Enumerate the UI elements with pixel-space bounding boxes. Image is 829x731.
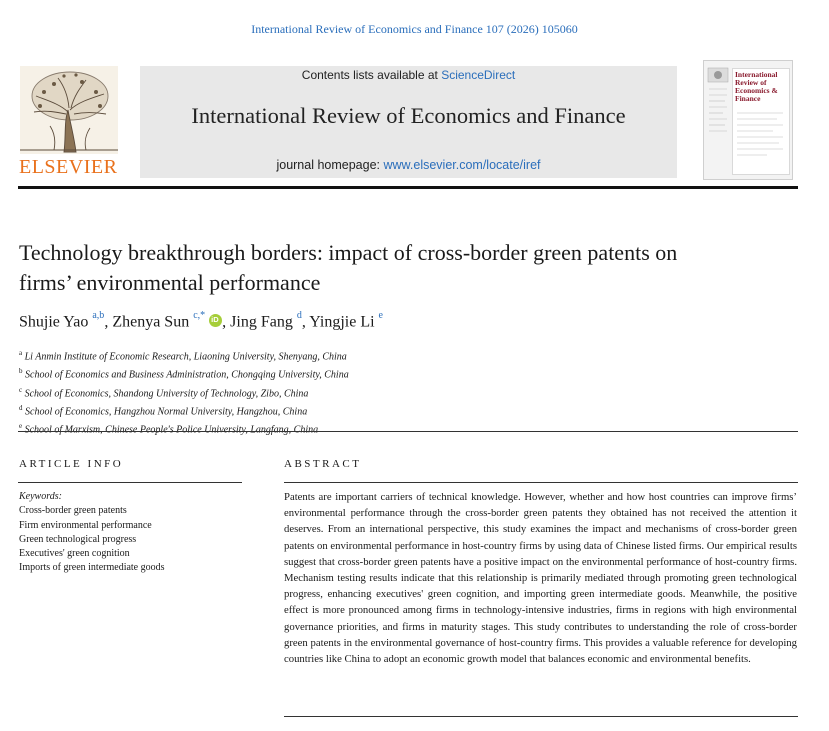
affiliation-text: School of Economics, Shandong University of Technology, Zibo, China: [24, 387, 309, 399]
keywords-block: [19, 490, 165, 576]
affiliation-item: [19, 401, 349, 419]
author-name[interactable]: Shujie Yao: [19, 313, 89, 331]
author-affiliation-mark[interactable]: a,b: [92, 310, 105, 321]
section-divider: [18, 431, 798, 432]
elsevier-wordmark[interactable]: ELSEVIER: [19, 156, 118, 178]
author-affiliation-mark[interactable]: d: [296, 310, 302, 321]
keyword-item[interactable]: Cross-border green patents: [19, 505, 127, 517]
abstract-text: Patents are important carriers of technical knowledge. However, whether and how host countries can improve firms’ environmental performance through the cross-border green patents they obtained has not received the attention it deserves. From an international perspective, this study examines the impact and mechanisms of cross-border green patents on environmental performance in host-country firms by using data of Chinese listed firms. Our empirical results suggest that cross-border green patents have a positive impact on the environmental performance of host-country firms. Mechanism testing results indicate that this relationship is primarily mediated through promoting green technological progress, enhancing executives' green cognition, and importing green intermediate goods. Meanwhile, the positive effect is more pronounced among firms in technology-intensive industries, firms in regions with high environmental governance priorities, and firms in maturity stages. This study contributes to understanding the role of cross-border green patents in the environmental governance of host-country firms. This provides a valuable reference for developing countries like China to adopt an economic growth model that balances economic and environmental benefits.: [284, 491, 797, 666]
author-list: Shujie Yao $^{a,b}$, Zhenya Sun $^{c,*}$ iD , Jing Fang $^d$, Yingjie Li $^e$: [19, 312, 383, 331]
article-info-heading: ARTICLE INFO: [19, 458, 124, 470]
abstract-rule-bottom: [284, 716, 798, 717]
affiliation-item: [19, 383, 349, 401]
affiliation-item: [19, 346, 349, 364]
author-affiliation-mark[interactable]: e: [378, 310, 383, 321]
affiliation-text: School of Economics, Hangzhou Normal University, Hangzhou, China: [25, 406, 308, 418]
affiliation-mark: c: [19, 385, 23, 394]
keyword-item[interactable]: Firm environmental performance: [19, 519, 152, 531]
affiliation-text: Li Anmin Institute of Economic Research, Liaoning University, Shenyang, China: [24, 351, 347, 363]
keyword-item[interactable]: Imports of green intermediate goods: [19, 562, 165, 574]
affiliation-mark: d: [19, 403, 23, 412]
header-rule: [18, 186, 798, 189]
author-name[interactable]: Jing Fang: [230, 313, 293, 331]
contents-prefix: Contents lists available at: [301, 68, 442, 82]
keywords-label: Keywords:: [19, 491, 62, 502]
sciencedirect-link[interactable]: ScienceDirect: [441, 68, 516, 82]
cover-page: [732, 68, 790, 175]
author-name[interactable]: Zhenya Sun: [112, 313, 190, 331]
keyword-item[interactable]: Green technological progress: [19, 533, 137, 545]
author-name[interactable]: Yingjie Li: [309, 313, 375, 331]
contents-line: [140, 68, 677, 82]
cover-elsevier-icon: [707, 67, 729, 167]
homepage-line: [140, 158, 677, 172]
citation-link[interactable]: International Review of Economics and Finance 107 (2026) 105060: [251, 22, 578, 36]
affiliation-item: [19, 419, 349, 437]
abstract-heading: ABSTRACT: [284, 458, 362, 470]
cover-title: International Review of Economics & Finance: [735, 70, 778, 103]
journal-title: International Review of Economics and Finance: [191, 103, 626, 128]
affiliation-mark: e: [19, 422, 23, 431]
author-affiliation-mark[interactable]: c,*: [193, 310, 206, 321]
keyword-item[interactable]: Executives' green cognition: [19, 548, 130, 560]
article-info-rule: [18, 482, 242, 483]
affiliation-mark: a: [19, 349, 23, 357]
article-title: Technology breakthrough borders: impact of cross-border green patents on firms’ environmental performance: [19, 240, 678, 295]
cover-text-lines: [737, 109, 785, 169]
affiliation-item: [19, 364, 349, 382]
affiliation-list: [19, 346, 349, 438]
affiliation-mark: b: [19, 367, 23, 376]
homepage-link[interactable]: www.elsevier.com/locate/iref: [383, 158, 541, 172]
homepage-prefix: journal homepage:: [276, 158, 384, 172]
abstract-rule-top: [284, 482, 798, 483]
affiliation-text: School of Economics and Business Administration, Chongqing University, China: [25, 369, 349, 381]
orcid-icon[interactable]: [209, 314, 222, 327]
journal-cover-thumbnail[interactable]: [703, 60, 793, 180]
